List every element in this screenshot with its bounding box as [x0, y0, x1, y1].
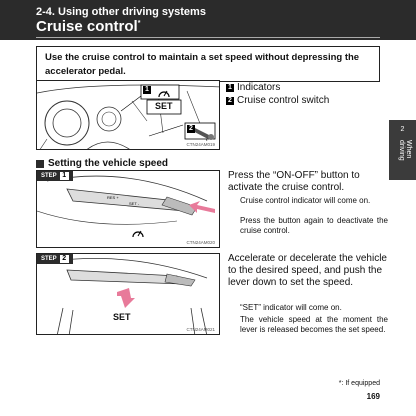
- figure-code: CTN24AM021: [186, 327, 215, 332]
- section-square-icon: [36, 160, 44, 168]
- step-badge: STEP 1: [37, 171, 73, 181]
- figure-dashboard: [36, 80, 220, 150]
- figure-step-2: [36, 253, 220, 335]
- legend-label: Indicators: [237, 82, 281, 93]
- legend-label: Cruise control switch: [237, 95, 330, 106]
- figure-code: CTN24AM020: [186, 240, 215, 245]
- cruise-indicator-icon: [157, 87, 171, 99]
- equipped-mark: *: [137, 20, 141, 27]
- section-heading: [36, 158, 168, 169]
- cruise-indicator-icon: [131, 227, 145, 239]
- chapter-tab: [389, 120, 416, 180]
- step-1-text: Press the “ON-OFF” button to activate the cruise control.: [228, 170, 360, 193]
- dashboard-illustration: [37, 81, 220, 150]
- step-2-text: Accelerate or decelerate the vehicle to the desired speed, and push the lever down to set the speed.: [228, 253, 387, 288]
- svg-text:SET -: SET -: [129, 201, 140, 206]
- set-indicator-label: SET: [155, 101, 173, 111]
- step-number: 1: [60, 172, 69, 180]
- step-1-note-1: Cruise control indicator will come on.: [240, 196, 371, 205]
- step-2-note-1: “SET” indicator will come on.: [240, 303, 342, 312]
- lever-press-illustration: [37, 171, 220, 248]
- page-header: [0, 0, 416, 40]
- set-indicator-label: SET: [113, 312, 131, 322]
- legend-num: 2: [226, 97, 234, 105]
- legend-item-switch: [226, 95, 329, 106]
- legend-num: 1: [226, 84, 234, 92]
- chapter-label: When driving: [398, 140, 412, 161]
- page-number: 169: [366, 392, 380, 401]
- footnote: *: If equipped: [338, 380, 380, 387]
- step-number: 2: [60, 255, 69, 263]
- header-rule: [36, 37, 380, 38]
- section-subhead: 2-4. Using other driving systems: [36, 6, 206, 18]
- step-1-note-2: Press the button again to deactivate the cruise control.: [240, 216, 388, 235]
- callout-1: 1: [143, 86, 151, 94]
- callout-2: 2: [187, 125, 195, 133]
- legend-item-indicators: [226, 82, 280, 93]
- step-2-note-2: The vehicle speed at the moment the lever is released becomes the set speed.: [240, 315, 388, 334]
- figure-code: CTN24AM019: [186, 142, 215, 147]
- figure-step-1: [36, 170, 220, 248]
- chapter-number: 2: [400, 126, 405, 133]
- section-title: Setting the vehicle speed: [48, 158, 169, 169]
- intro-box: Use the cruise control to maintain a set speed without depressing the accelerator pedal.: [36, 46, 380, 82]
- lever-down-illustration: [37, 254, 220, 335]
- step-badge: STEP 2: [37, 254, 73, 264]
- page-title: Cruise control*: [36, 18, 141, 35]
- svg-text:RES +: RES +: [107, 195, 119, 200]
